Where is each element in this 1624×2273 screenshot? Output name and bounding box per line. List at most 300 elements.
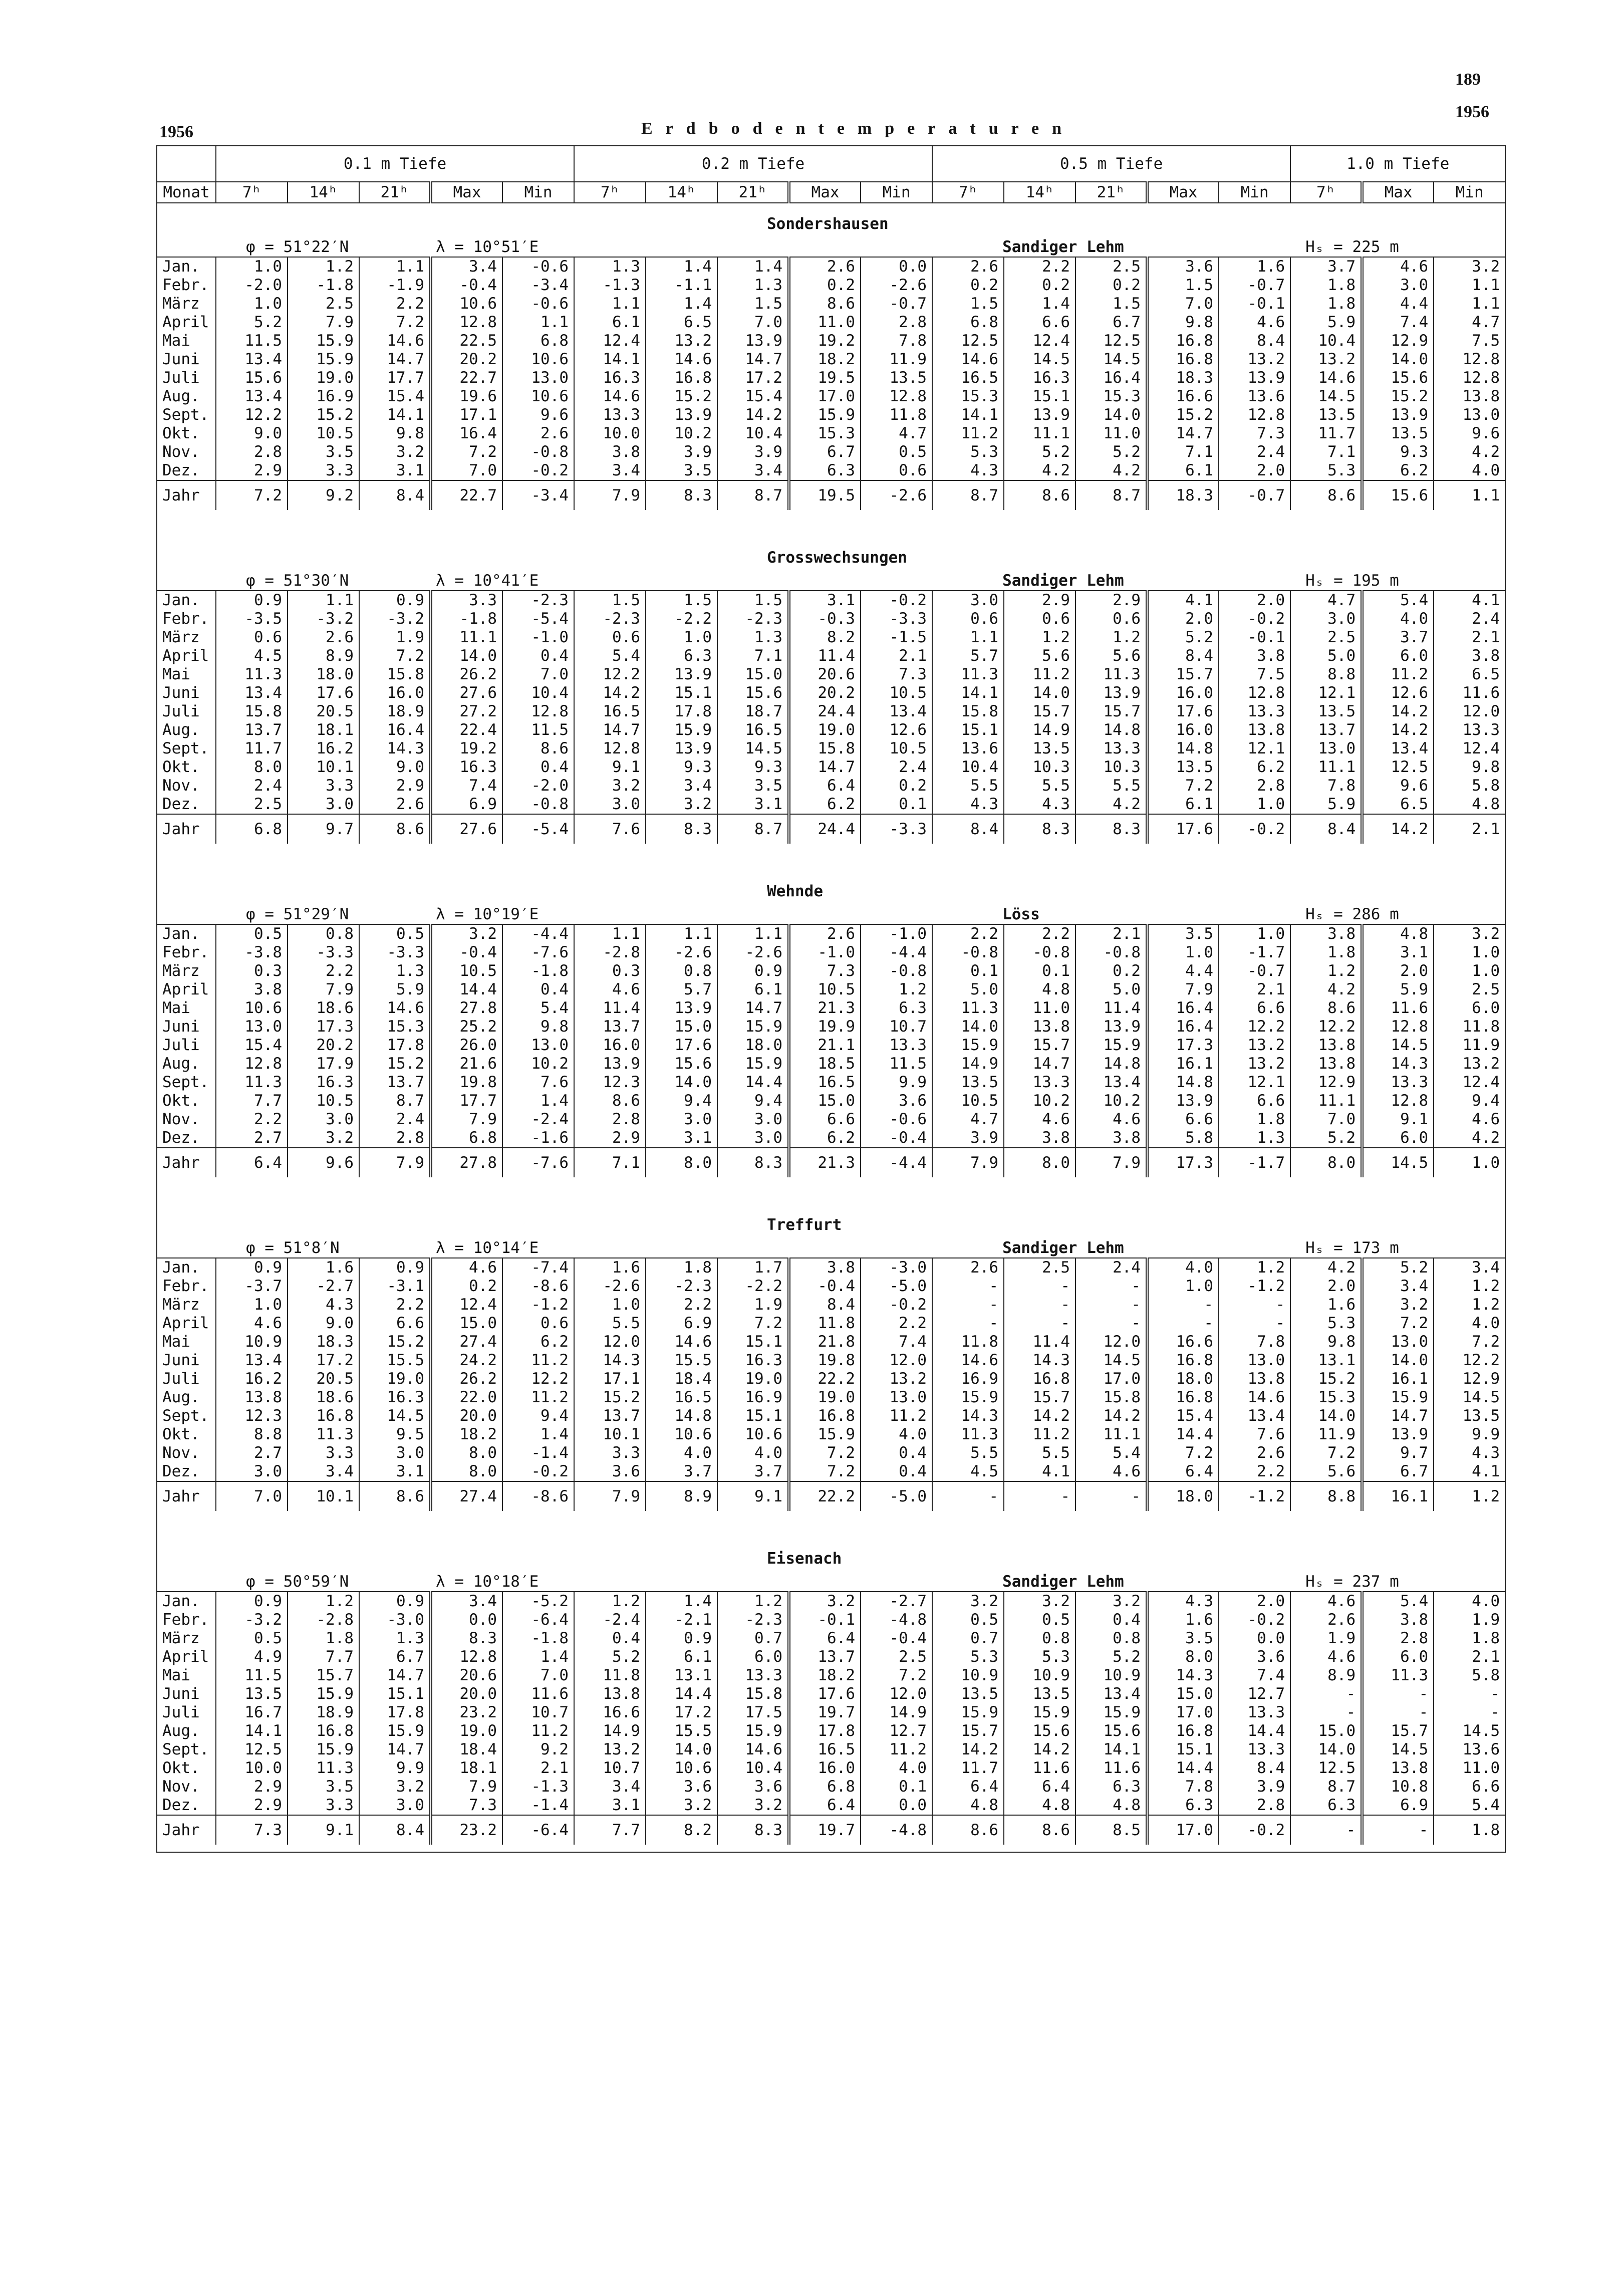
value-cell: 3.7 (717, 1462, 789, 1481)
month-label: Dez. (157, 1129, 216, 1148)
value-cell: 13.2 (1219, 1036, 1290, 1055)
annual-value: -4.4 (861, 1148, 932, 1177)
value-cell: 3.2 (1075, 1592, 1147, 1611)
value-cell: 15.4 (717, 387, 789, 406)
value-cell: 13.0 (1362, 1333, 1434, 1351)
value-cell: 3.4 (288, 1462, 359, 1481)
value-cell: 0.9 (216, 1258, 288, 1277)
month-row (157, 1666, 1505, 1685)
value-cell: 1.1 (288, 591, 359, 610)
value-cell: 13.3 (1434, 721, 1505, 739)
annual-value: 27.6 (431, 814, 502, 844)
value-cell: 19.0 (717, 1370, 789, 1388)
value-cell: 13.9 (717, 332, 789, 350)
value-cell: 3.5 (288, 443, 359, 461)
spacer-cell (157, 1845, 216, 1852)
value-cell: 3.5 (1147, 924, 1219, 943)
value-cell: 16.8 (646, 369, 717, 387)
value-cell: 11.2 (502, 1388, 574, 1407)
value-cell: 7.3 (1219, 424, 1290, 443)
value-cell: 8.0 (1147, 1648, 1219, 1666)
value-cell: 17.6 (789, 1685, 861, 1703)
station-name: Grosswechsungen (216, 537, 1505, 567)
month-label: Juni (157, 1685, 216, 1703)
station-name-row (157, 1538, 1505, 1568)
value-cell: 17.0 (1147, 1703, 1219, 1722)
value-cell: 1.0 (1219, 924, 1290, 943)
value-cell: 14.0 (1290, 1740, 1362, 1759)
value-cell: -1.8 (288, 276, 359, 295)
value-cell: 20.5 (288, 1370, 359, 1388)
value-cell: 4.2 (1290, 980, 1362, 999)
value-cell: 13.5 (216, 1685, 288, 1703)
value-cell: 4.2 (1434, 443, 1505, 461)
value-cell: 0.1 (1004, 962, 1075, 980)
month-row (157, 1407, 1505, 1425)
value-cell: 3.2 (1004, 1592, 1075, 1611)
value-cell: 0.4 (502, 758, 574, 777)
value-cell: 2.9 (1075, 591, 1147, 610)
value-cell: 6.2 (789, 1129, 861, 1148)
value-cell: 12.0 (861, 1351, 932, 1370)
value-cell: 1.6 (1219, 257, 1290, 276)
value-cell: 4.0 (1362, 610, 1434, 628)
value-cell: 16.4 (359, 721, 431, 739)
value-cell: 6.8 (502, 332, 574, 350)
value-cell: 14.7 (359, 1740, 431, 1759)
value-cell: 1.7 (717, 1258, 789, 1277)
station-name-row (157, 203, 1505, 233)
value-cell: 13.3 (574, 406, 646, 424)
value-cell: 4.2 (1434, 1129, 1505, 1148)
value-cell: 7.3 (431, 1796, 502, 1815)
value-cell: 11.3 (288, 1759, 359, 1778)
value-cell: 3.5 (1147, 1629, 1219, 1648)
annual-value: 7.7 (574, 1815, 646, 1845)
latitude: φ = 51°8′N (216, 1234, 431, 1258)
value-cell: 14.0 (1362, 350, 1434, 369)
value-cell: 3.1 (359, 461, 431, 480)
value-cell: 11.6 (1434, 684, 1505, 702)
value-cell: -1.0 (789, 943, 861, 962)
value-cell: 15.9 (288, 1685, 359, 1703)
value-cell: 2.0 (1290, 1277, 1362, 1296)
value-cell: 10.4 (502, 684, 574, 702)
annual-value: 8.0 (1004, 1148, 1075, 1177)
value-cell: 16.5 (932, 369, 1004, 387)
value-cell: 15.6 (717, 684, 789, 702)
value-cell: 12.3 (216, 1407, 288, 1425)
value-cell: 12.5 (216, 1740, 288, 1759)
annual-row (157, 814, 1505, 844)
month-row (157, 795, 1505, 814)
value-cell: 17.3 (288, 1018, 359, 1036)
value-cell: 8.7 (359, 1092, 431, 1110)
station-info-row (157, 901, 1505, 924)
value-cell: 2.5 (1075, 257, 1147, 276)
value-cell: 7.1 (1147, 443, 1219, 461)
value-cell: 15.0 (717, 665, 789, 684)
value-cell: - (1075, 1277, 1147, 1296)
value-cell: 14.7 (1147, 424, 1219, 443)
value-cell: 2.9 (574, 1129, 646, 1148)
value-cell: 2.0 (1219, 461, 1290, 480)
value-cell: 14.3 (1004, 1351, 1075, 1370)
value-cell: - (1075, 1314, 1147, 1333)
annual-value: 27.8 (431, 1148, 502, 1177)
month-row (157, 1333, 1505, 1351)
value-cell: 5.5 (932, 777, 1004, 795)
value-cell: 14.2 (1362, 721, 1434, 739)
depth-header: 1.0 m Tiefe (1290, 146, 1505, 182)
value-cell: 3.4 (717, 461, 789, 480)
value-cell: 3.9 (932, 1129, 1004, 1148)
value-cell: 7.1 (1290, 443, 1362, 461)
value-cell: -0.8 (861, 962, 932, 980)
value-cell: 14.7 (359, 1666, 431, 1685)
value-cell: 3.0 (359, 1796, 431, 1815)
month-row (157, 1444, 1505, 1462)
value-cell: 6.4 (1147, 1462, 1219, 1481)
value-cell: 11.6 (1075, 1759, 1147, 1778)
value-cell: 12.0 (1434, 702, 1505, 721)
annual-value: 8.3 (717, 1148, 789, 1177)
annual-value: 8.9 (646, 1481, 717, 1511)
month-label: Jan. (157, 924, 216, 943)
month-row (157, 702, 1505, 721)
station-height: Hₛ = 286 m (1290, 901, 1505, 924)
value-cell: 0.0 (431, 1611, 502, 1629)
spacer-cell (1219, 1234, 1290, 1258)
annual-value: -6.4 (502, 1815, 574, 1845)
value-cell: 7.0 (1147, 295, 1219, 313)
month-label: April (157, 980, 216, 999)
value-cell: -0.8 (1075, 943, 1147, 962)
annual-value: - (1075, 1481, 1147, 1511)
value-cell: 15.7 (1147, 665, 1219, 684)
value-cell: 9.4 (1434, 1092, 1505, 1110)
value-cell: 4.6 (1290, 1592, 1362, 1611)
value-cell: 3.3 (288, 461, 359, 480)
value-cell: -2.8 (288, 1611, 359, 1629)
value-cell: 2.6 (932, 257, 1004, 276)
value-cell: 8.2 (789, 628, 861, 647)
column-header: Min (861, 182, 932, 203)
value-cell: 2.2 (1219, 1462, 1290, 1481)
soil-type: Löss (932, 901, 1219, 924)
value-cell: 15.3 (1075, 387, 1147, 406)
column-header: 14ʰ (646, 182, 717, 203)
value-cell: 19.2 (431, 739, 502, 758)
value-cell: 13.7 (1290, 721, 1362, 739)
value-cell: 12.1 (1219, 739, 1290, 758)
month-row (157, 924, 1505, 943)
value-cell: 3.6 (646, 1778, 717, 1796)
value-cell: 12.5 (1362, 758, 1434, 777)
value-cell: 11.1 (1290, 758, 1362, 777)
value-cell: 10.6 (431, 295, 502, 313)
month-label: Jan. (157, 591, 216, 610)
annual-value: -3.4 (502, 480, 574, 510)
value-cell: 0.9 (216, 591, 288, 610)
annual-value: 6.4 (216, 1148, 288, 1177)
value-cell: 7.2 (431, 443, 502, 461)
value-cell: 15.0 (646, 1018, 717, 1036)
value-cell: -2.4 (502, 1110, 574, 1129)
value-cell: 5.9 (1290, 795, 1362, 814)
value-cell: 5.5 (574, 1314, 646, 1333)
value-cell: 10.6 (646, 1759, 717, 1778)
value-cell: 0.2 (1075, 962, 1147, 980)
value-cell: 2.1 (502, 1759, 574, 1778)
annual-value: 8.8 (1290, 1481, 1362, 1511)
station-name-row (157, 871, 1505, 901)
value-cell: 3.1 (717, 795, 789, 814)
month-row (157, 295, 1505, 313)
value-cell: 7.4 (1362, 313, 1434, 332)
value-cell: 4.7 (1290, 591, 1362, 610)
value-cell: 3.0 (288, 795, 359, 814)
value-cell: 13.4 (216, 684, 288, 702)
value-cell: 14.8 (1147, 1073, 1219, 1092)
annual-value: 9.7 (288, 814, 359, 844)
value-cell: 14.0 (1362, 1351, 1434, 1370)
value-cell: -0.4 (789, 1277, 861, 1296)
value-cell: -5.0 (861, 1277, 932, 1296)
value-cell: 3.3 (574, 1444, 646, 1462)
value-cell: 6.3 (1075, 1778, 1147, 1796)
value-cell: 13.0 (1219, 1351, 1290, 1370)
month-row (157, 276, 1505, 295)
value-cell: 14.0 (1075, 406, 1147, 424)
value-cell: 13.3 (1219, 1740, 1290, 1759)
value-cell: -1.8 (502, 1629, 574, 1648)
value-cell: 16.3 (717, 1351, 789, 1370)
value-cell: 10.9 (216, 1333, 288, 1351)
value-cell: 3.8 (1219, 647, 1290, 665)
month-label: Jan. (157, 1592, 216, 1611)
value-cell: 1.6 (1290, 1296, 1362, 1314)
value-cell: 15.7 (1004, 1036, 1075, 1055)
value-cell: -5.4 (502, 610, 574, 628)
value-cell: 8.3 (431, 1629, 502, 1648)
value-cell: 1.5 (717, 591, 789, 610)
value-cell: 14.6 (717, 1740, 789, 1759)
value-cell: 8.4 (1219, 1759, 1290, 1778)
value-cell: 1.2 (1219, 1258, 1290, 1277)
value-cell: 4.8 (1004, 980, 1075, 999)
value-cell: 11.9 (861, 350, 932, 369)
value-cell: -0.6 (861, 1110, 932, 1129)
annual-value: 7.9 (574, 480, 646, 510)
value-cell: 15.6 (646, 1055, 717, 1073)
value-cell: -7.4 (502, 1258, 574, 1277)
value-cell: 16.8 (288, 1722, 359, 1740)
annual-value: 16.1 (1362, 1481, 1434, 1511)
value-cell: 8.9 (288, 647, 359, 665)
value-cell: 22.5 (431, 332, 502, 350)
value-cell: 15.9 (646, 721, 717, 739)
value-cell: 1.1 (1434, 276, 1505, 295)
value-cell: 9.0 (216, 424, 288, 443)
value-cell: 5.8 (1147, 1129, 1219, 1148)
value-cell: 27.6 (431, 684, 502, 702)
annual-value: 8.4 (359, 1815, 431, 1845)
value-cell: 8.8 (1290, 665, 1362, 684)
value-cell: 13.3 (1004, 1073, 1075, 1092)
value-cell: 1.2 (1434, 1296, 1505, 1314)
value-cell: 1.4 (502, 1425, 574, 1444)
value-cell: 4.2 (1075, 461, 1147, 480)
annual-value: 7.0 (216, 1481, 288, 1511)
value-cell: 15.9 (1075, 1703, 1147, 1722)
value-cell: 11.0 (1075, 424, 1147, 443)
value-cell: 9.1 (1362, 1110, 1434, 1129)
value-cell: 12.2 (216, 406, 288, 424)
value-cell: 21.8 (789, 1333, 861, 1351)
value-cell: 15.9 (717, 1018, 789, 1036)
annual-row (157, 480, 1505, 510)
spacer-cell (157, 233, 216, 257)
value-cell: 27.8 (431, 999, 502, 1018)
value-cell: 14.7 (717, 350, 789, 369)
month-row (157, 610, 1505, 628)
annual-value: 6.8 (216, 814, 288, 844)
value-cell: 0.1 (861, 1778, 932, 1796)
value-cell: -1.3 (502, 1778, 574, 1796)
value-cell: 14.6 (1290, 369, 1362, 387)
value-cell: 1.8 (646, 1258, 717, 1277)
annual-value: 8.4 (932, 814, 1004, 844)
value-cell: 1.1 (502, 313, 574, 332)
value-cell: 2.2 (646, 1296, 717, 1314)
value-cell: 7.8 (1290, 777, 1362, 795)
spacer-cell (216, 1845, 1505, 1852)
value-cell: -3.1 (359, 1277, 431, 1296)
value-cell: 14.2 (717, 406, 789, 424)
value-cell: 0.5 (359, 924, 431, 943)
value-cell: 9.0 (288, 1314, 359, 1333)
value-cell: 6.6 (1219, 1092, 1290, 1110)
value-cell: 8.6 (1290, 999, 1362, 1018)
value-cell: 7.9 (1147, 980, 1219, 999)
value-cell: 3.8 (1075, 1129, 1147, 1148)
spacer-cell (216, 1177, 1505, 1204)
value-cell: 0.7 (932, 1629, 1004, 1648)
month-row (157, 1629, 1505, 1648)
column-header: 21ʰ (717, 182, 789, 203)
month-label: Juni (157, 1018, 216, 1036)
value-cell: 13.4 (216, 350, 288, 369)
value-cell: 1.3 (717, 276, 789, 295)
value-cell: 13.8 (1004, 1018, 1075, 1036)
value-cell: 10.5 (861, 684, 932, 702)
value-cell: 15.3 (1290, 1388, 1362, 1407)
value-cell: 7.4 (861, 1333, 932, 1351)
value-cell: 1.9 (1290, 1629, 1362, 1648)
value-cell: 1.9 (359, 628, 431, 647)
value-cell: -2.1 (646, 1611, 717, 1629)
latitude: φ = 51°30′N (216, 567, 431, 591)
value-cell: 1.0 (216, 1296, 288, 1314)
value-cell: 12.0 (1075, 1333, 1147, 1351)
value-cell: 15.9 (288, 1740, 359, 1759)
value-cell: 0.6 (932, 610, 1004, 628)
value-cell: 15.7 (932, 1722, 1004, 1740)
value-cell: 10.3 (1075, 758, 1147, 777)
value-cell: 2.0 (1362, 962, 1434, 980)
value-cell: 16.4 (1075, 369, 1147, 387)
value-cell: 0.6 (574, 628, 646, 647)
spacer-cell (157, 537, 216, 567)
spacer-cell (157, 1511, 216, 1538)
value-cell: 15.9 (789, 1425, 861, 1444)
value-cell: 7.0 (502, 1666, 574, 1685)
value-cell: 10.7 (861, 1018, 932, 1036)
month-label: Nov. (157, 777, 216, 795)
value-cell: 17.8 (789, 1722, 861, 1740)
value-cell: 18.3 (1147, 369, 1219, 387)
value-cell: 13.5 (1362, 424, 1434, 443)
value-cell: 4.9 (216, 1648, 288, 1666)
value-cell: 16.8 (1004, 1370, 1075, 1388)
month-column-header: Monat (157, 182, 216, 203)
month-row (157, 1277, 1505, 1296)
value-cell: 7.3 (789, 962, 861, 980)
value-cell: 8.4 (1147, 647, 1219, 665)
value-cell: 19.8 (789, 1351, 861, 1370)
value-cell: 6.4 (789, 777, 861, 795)
value-cell: 13.2 (1290, 350, 1362, 369)
value-cell: 15.8 (789, 739, 861, 758)
value-cell: -2.6 (861, 276, 932, 295)
value-cell: 6.9 (431, 795, 502, 814)
value-cell: 14.5 (1434, 1388, 1505, 1407)
value-cell: 6.3 (1147, 1796, 1219, 1815)
value-cell: 4.1 (1434, 591, 1505, 610)
annual-value: 8.3 (717, 1815, 789, 1845)
value-cell: 14.7 (359, 350, 431, 369)
value-cell: 12.4 (1434, 739, 1505, 758)
month-label: Okt. (157, 758, 216, 777)
value-cell: 13.6 (1219, 387, 1290, 406)
value-cell: 4.6 (1219, 313, 1290, 332)
value-cell: 11.3 (216, 1073, 288, 1092)
month-label: Juni (157, 1351, 216, 1370)
value-cell: 11.7 (216, 739, 288, 758)
value-cell: 5.2 (1290, 1129, 1362, 1148)
annual-value: 17.3 (1147, 1148, 1219, 1177)
value-cell: 13.5 (1434, 1407, 1505, 1425)
value-cell: 5.6 (1290, 1462, 1362, 1481)
month-row (157, 313, 1505, 332)
value-cell: 13.5 (1004, 1685, 1075, 1703)
month-label: März (157, 295, 216, 313)
annual-value: 9.2 (288, 480, 359, 510)
value-cell: 12.2 (502, 1370, 574, 1388)
value-cell: 13.2 (861, 1370, 932, 1388)
annual-value: -7.6 (502, 1148, 574, 1177)
value-cell: 1.1 (1434, 295, 1505, 313)
value-cell: 15.8 (932, 702, 1004, 721)
value-cell: 18.9 (359, 702, 431, 721)
value-cell: 5.2 (574, 1648, 646, 1666)
station-info-row (157, 1234, 1505, 1258)
value-cell: 1.8 (1219, 1110, 1290, 1129)
value-cell: 1.0 (1434, 943, 1505, 962)
value-cell: 11.6 (1004, 1759, 1075, 1778)
value-cell: 4.3 (1004, 795, 1075, 814)
